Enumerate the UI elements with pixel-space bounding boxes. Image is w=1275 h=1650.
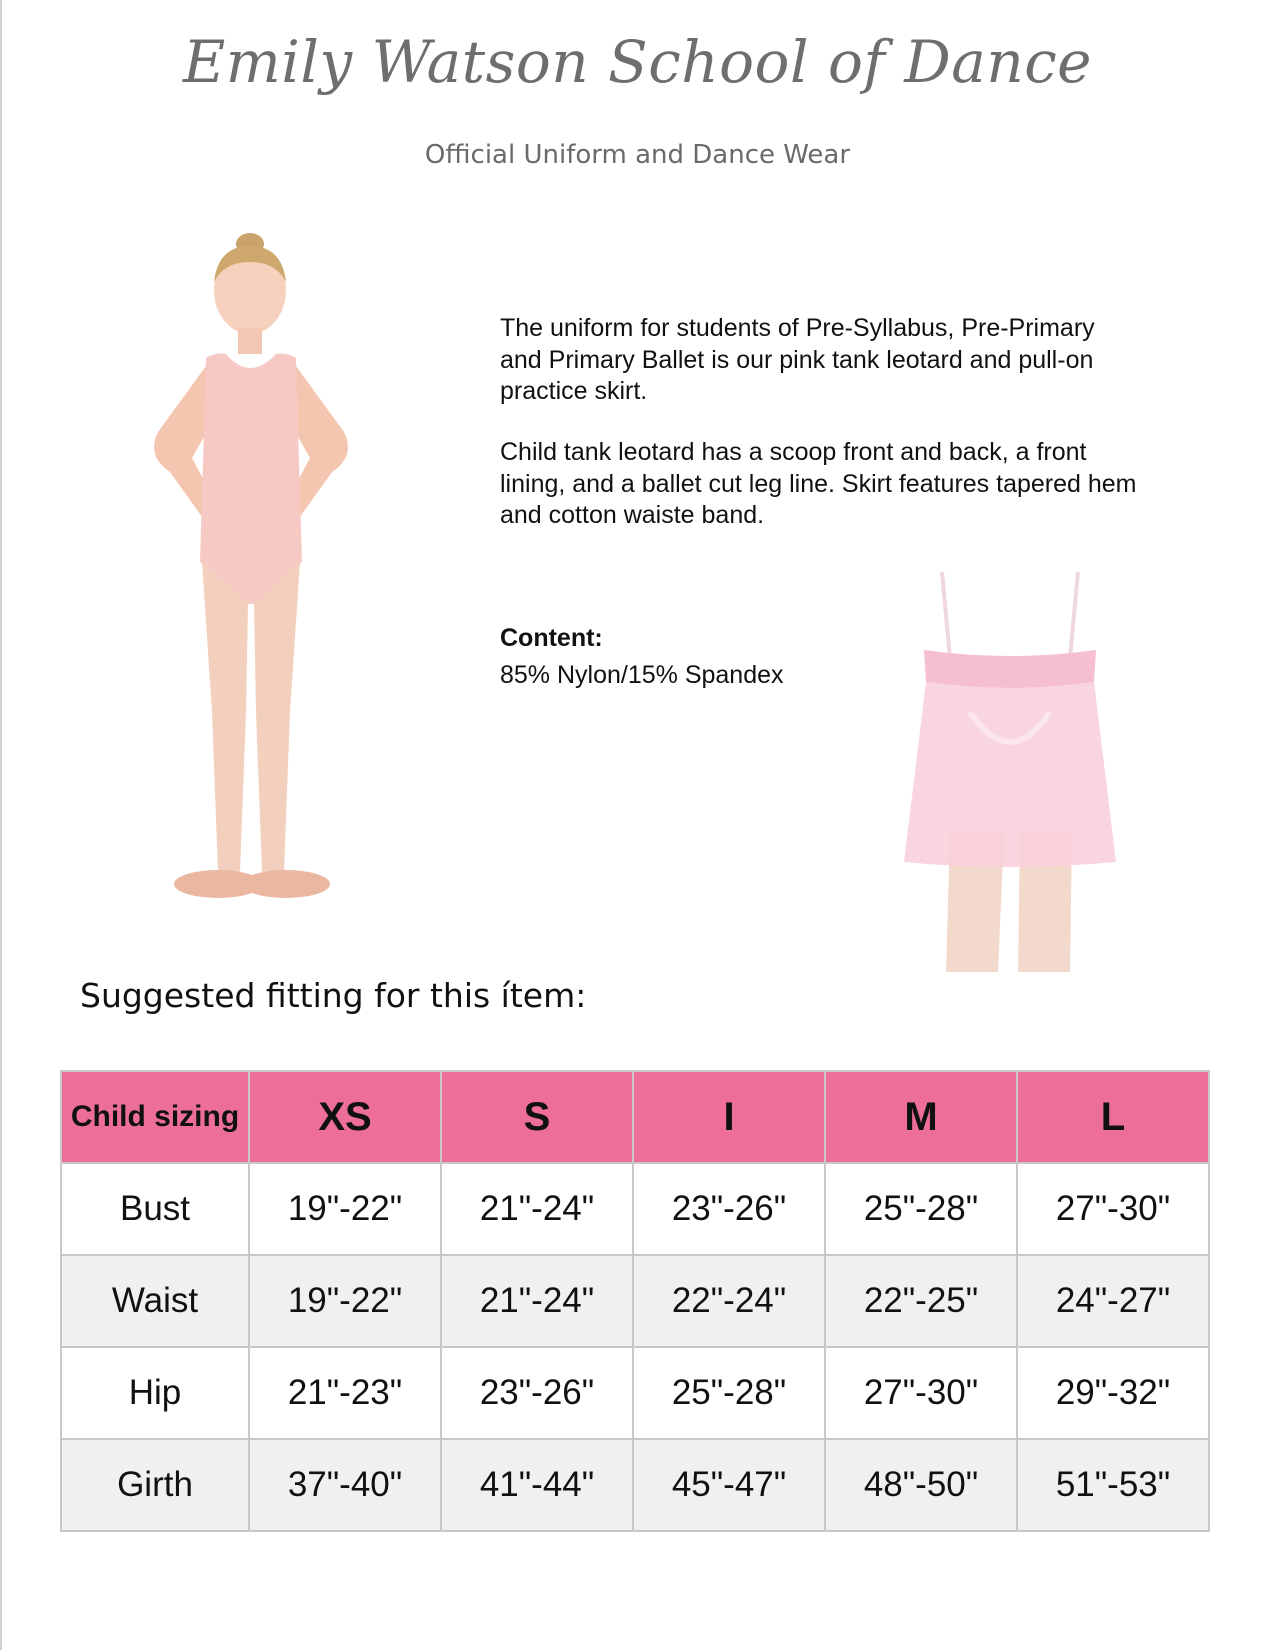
page-left-border <box>0 0 2 1650</box>
right-strap <box>1070 572 1078 658</box>
page-subtitle: Official Uniform and Dance Wear <box>424 140 851 170</box>
description-paragraph-2: Child tank leotard has a scoop front and back, a front lining, and a ballet cut leg line. Skirt features tapered hem and cotton waiste band. <box>500 438 1137 529</box>
table-cell: 21"-24" <box>441 1163 633 1255</box>
table-cell: 23"-26" <box>633 1163 825 1255</box>
description-paragraph-1: The uniform for students of Pre-Syllabus, Pre-Primary and Primary Ballet is our pink tank leotard and pull-on practice skirt. <box>500 314 1095 405</box>
dancer-photo <box>100 232 430 952</box>
fitting-heading: Suggested fitting for this ítem: <box>80 976 587 1015</box>
right-shoe <box>242 870 330 898</box>
table-cell: 41"-44" <box>441 1439 633 1531</box>
neck <box>238 328 262 354</box>
size-header-l: L <box>1017 1071 1209 1163</box>
skirt-waistband <box>924 650 1096 688</box>
table-cell: 51"-53" <box>1017 1439 1209 1531</box>
table-cell: 25"-28" <box>825 1163 1017 1255</box>
size-header-row <box>61 1071 1209 1163</box>
size-header-i: I <box>633 1071 825 1163</box>
size-header-m: M <box>825 1071 1017 1163</box>
row-label-girth: Girth <box>61 1439 249 1531</box>
table-cell: 27"-30" <box>1017 1163 1209 1255</box>
table-cell: 48"-50" <box>825 1439 1017 1531</box>
table-row-bust <box>61 1163 1209 1255</box>
size-chart-table <box>60 1070 1210 1532</box>
content-value: 85% Nylon/15% Spandex <box>500 661 784 689</box>
page-title: Emily Watson School of Dance <box>182 28 1093 96</box>
table-cell: 19"-22" <box>249 1255 441 1347</box>
size-header-s: S <box>441 1071 633 1163</box>
table-cell: 45"-47" <box>633 1439 825 1531</box>
row-label-bust: Bust <box>61 1163 249 1255</box>
table-cell: 19"-22" <box>249 1163 441 1255</box>
table-cell: 25"-28" <box>633 1347 825 1439</box>
table-cell: 37"-40" <box>249 1439 441 1531</box>
table-cell: 21"-23" <box>249 1347 441 1439</box>
right-leg <box>254 562 300 872</box>
table-row-hip <box>61 1347 1209 1439</box>
table-row-waist <box>61 1255 1209 1347</box>
corner-header-cell: Child sizing <box>61 1071 249 1163</box>
table-cell: 24"-27" <box>1017 1255 1209 1347</box>
table-cell: 27"-30" <box>825 1347 1017 1439</box>
table-row-girth <box>61 1439 1209 1531</box>
table-cell: 29"-32" <box>1017 1347 1209 1439</box>
table-cell: 22"-25" <box>825 1255 1017 1347</box>
row-label-waist: Waist <box>61 1255 249 1347</box>
row-label-hip: Hip <box>61 1347 249 1439</box>
table-cell: 21"-24" <box>441 1255 633 1347</box>
table-cell: 23"-26" <box>441 1347 633 1439</box>
left-strap <box>942 572 950 658</box>
leotard <box>200 354 302 605</box>
skirt-photo <box>880 572 1140 972</box>
content-label: Content: <box>500 624 603 652</box>
table-cell: 22"-24" <box>633 1255 825 1347</box>
skirt-body <box>904 682 1116 867</box>
size-header-xs: XS <box>249 1071 441 1163</box>
left-leg <box>202 562 248 872</box>
